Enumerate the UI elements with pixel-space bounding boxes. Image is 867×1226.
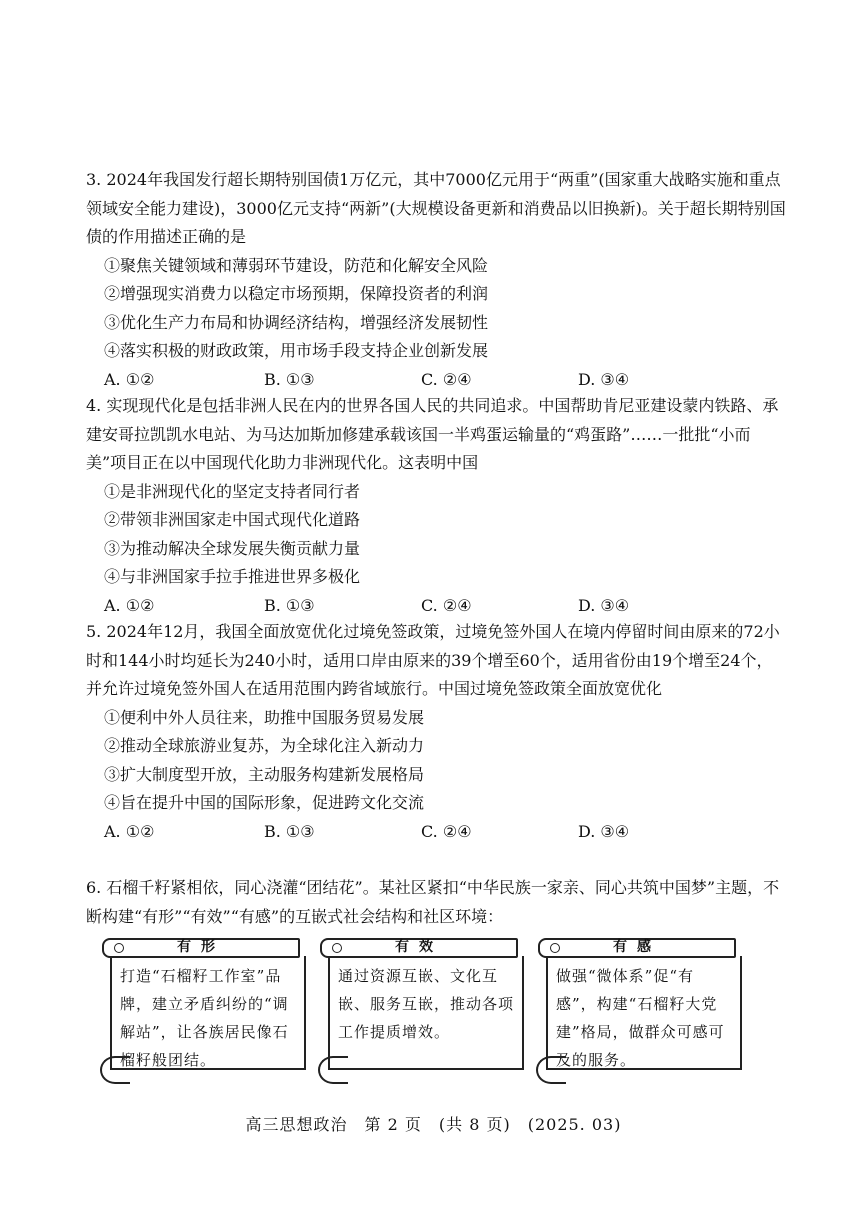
scroll-roll-icon (114, 943, 124, 953)
statement-4: ④与非洲国家手拉手推进世界多极化 (104, 567, 361, 586)
choice-c: C. ②④ (421, 821, 472, 841)
choice-b: B. ①③ (264, 369, 315, 389)
choice-a: A. ①② (104, 821, 155, 841)
statement-3: ③扩大制度型开放，主动服务构建新发展格局 (104, 764, 425, 784)
scroll-title: 有感 (538, 938, 736, 958)
scroll-curl-icon (318, 1056, 348, 1084)
scroll-title: 有效 (320, 938, 518, 958)
question-4 (86, 392, 786, 620)
question-stem: 5. 2024年12月，我国全面放宽优化过境免签政策，过境免签外国人在境内停留时间由原来的72小时和144小时均延长为240小时，适用口岸由原来的39个增至60个，适用省份由19个增至24个，并允许过境免签外国人在适用范围内跨省域旅行。中国过境免签政策全面放宽优化 (86, 622, 780, 698)
statement-3: ③为推动解决全球发展失衡贡献力量 (104, 538, 361, 558)
question-stem: 3. 2024年我国发行超长期特别国债1万亿元，其中7000亿元用于“两重”(国家重大战略实施和重点领域安全能力建设)，3000亿元支持“两新”(大规模设备更新和消费品以旧换新)。关于超长期特别国债的作用描述正确的是 (86, 170, 786, 246)
choice-b: B. ①③ (264, 595, 315, 615)
choice-d: D. ③④ (578, 821, 630, 841)
question-stem: 4. 实现现代化是包括非洲人民在内的世界各国人民的共同追求。中国帮助肯尼亚建设蒙内铁路、承建安哥拉凯凯水电站、为马达加斯加修建承载该国一半鸡蛋运输量的“鸡蛋路”……一批批“小而美”项目正在以中国现代化助力非洲现代化。这表明中国 (86, 396, 779, 472)
choice-d: D. ③④ (578, 369, 630, 389)
statement-4: ④落实积极的财政政策，用市场手段支持企业创新发展 (104, 341, 489, 360)
scroll-text: 通过资源互嵌、文化互嵌、服务互嵌，推动各项工作提质增效。 (328, 956, 524, 1070)
choice-c: C. ②④ (421, 369, 472, 389)
scroll-text: 做强“微体系”促“有感”，构建“石榴籽大党建”格局，做群众可感可及的服务。 (546, 956, 742, 1070)
scroll-curl-icon (100, 1056, 130, 1084)
choice-a: A. ①② (104, 595, 155, 615)
scroll-boxes (100, 938, 760, 1086)
question-6 (86, 874, 786, 931)
statement-4: ④旨在提升中国的国际形象，促进跨文化交流 (104, 793, 425, 812)
choice-a: A. ①② (104, 369, 155, 389)
scroll-roll-icon (332, 943, 342, 953)
scroll-text: 打造“石榴籽工作室”品牌，建立矛盾纠纷的“调解站”，让各族居民像石榴籽般团结。 (110, 956, 306, 1070)
choice-b: B. ①③ (264, 821, 315, 841)
statement-2: ②带领非洲国家走中国式现代化道路 (104, 510, 361, 529)
scroll-roll-icon (550, 943, 560, 953)
scroll-box-youxiao (318, 938, 526, 1084)
statement-1: ①是非洲现代化的坚定支持者同行者 (104, 481, 361, 501)
question-3 (86, 166, 786, 394)
statement-2: ②推动全球旅游业复苏，为全球化注入新动力 (104, 736, 425, 755)
answer-choices (86, 366, 786, 395)
statement-3: ③优化生产力布局和协调经济结构，增强经济发展韧性 (104, 312, 489, 332)
page-footer: 高三思想政治 第 2 页 (共 8 页) (2025. 03) (245, 1115, 622, 1134)
question-5 (86, 618, 786, 846)
scroll-curl-icon (536, 1056, 566, 1084)
scroll-box-yougan (536, 938, 744, 1084)
statement-2: ②增强现实消费力以稳定市场预期，保障投资者的利润 (104, 284, 489, 303)
answer-choices (86, 592, 786, 621)
statement-1: ①便利中外人员往来，助推中国服务贸易发展 (104, 707, 425, 727)
scroll-box-youxing (100, 938, 308, 1084)
question-stem: 6. 石榴千籽紧相依，同心浇灌“团结花”。某社区紧扣“中华民族一家亲、同心共筑中国梦”主题，不断构建“有形”“有效”“有感”的互嵌式社会结构和社区环境： (86, 878, 780, 926)
choice-d: D. ③④ (578, 595, 630, 615)
answer-choices (86, 818, 786, 847)
statement-1: ①聚焦关键领域和薄弱环节建设，防范和化解安全风险 (104, 255, 489, 275)
scroll-title: 有形 (102, 938, 300, 958)
choice-c: C. ②④ (421, 595, 472, 615)
